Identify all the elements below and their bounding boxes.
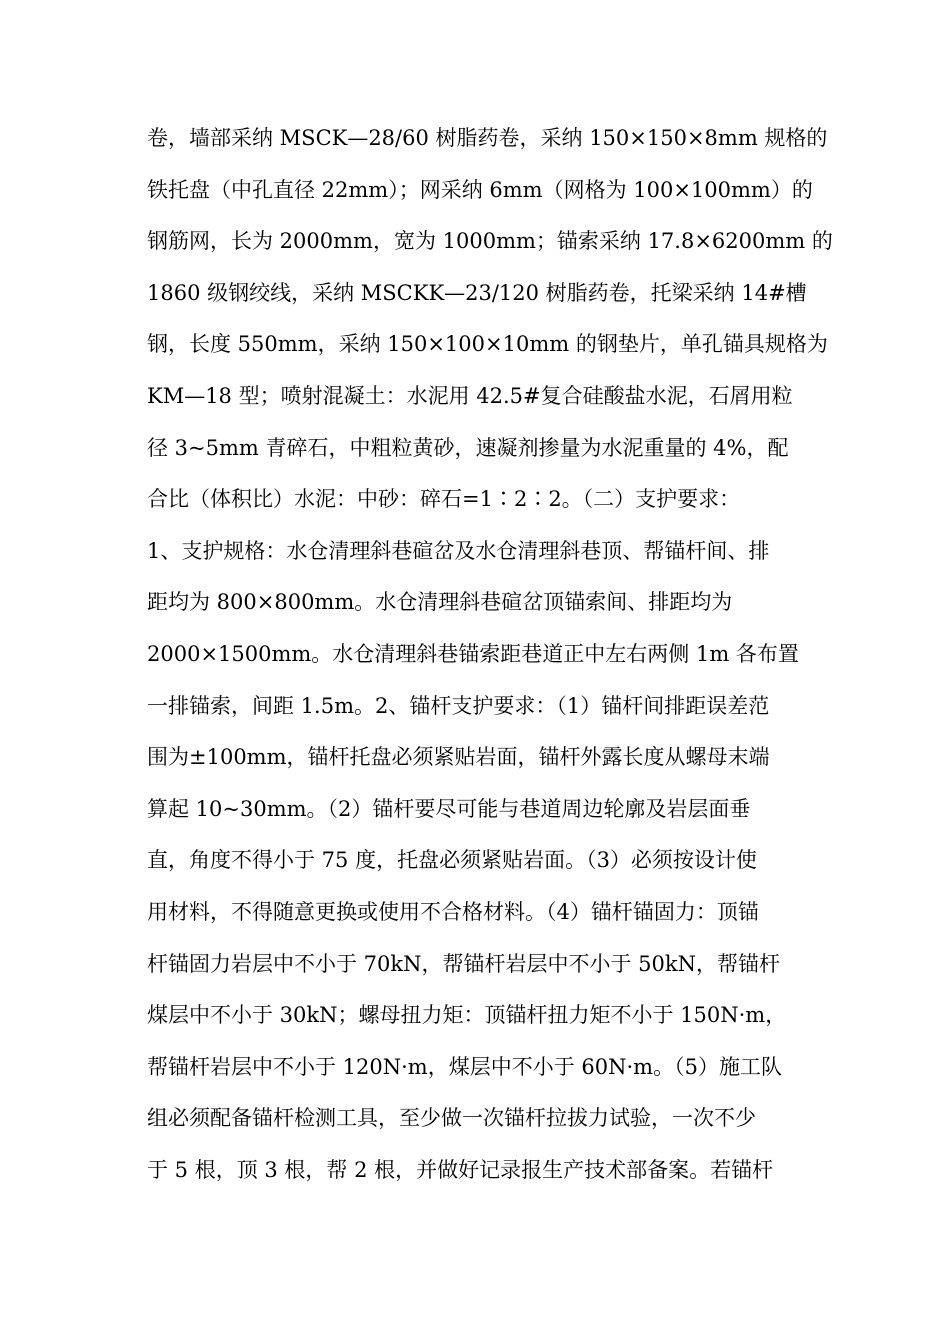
text-line: 1860 级钢绞线，采纳 MSCKK—23/120 树脂药卷，托梁采纳 14#槽 [147, 280, 807, 305]
text-line: 组必须配备锚杆检测工具，至少做一次锚杆拉拔力试验，一次不少 [147, 1106, 756, 1131]
text-line: 围为±100mm，锚杆托盘必须紧贴岩面，锚杆外露长度从螺母末端 [147, 745, 770, 770]
text-line: 用材料，不得随意更换或使用不合格材料。（4）锚杆锚固力：顶锚 [147, 899, 759, 924]
text-line: KM—18 型；喷射混凝土：水泥用 42.5#复合硅酸盐水泥，石屑用粒 [147, 383, 793, 408]
text-line: 距均为 800×800mm。水仓清理斜巷碹岔顶锚索间、排距均为 [147, 590, 733, 615]
text-line: 于 5 根，顶 3 根，帮 2 根，并做好记录报生产技术部备案。若锚杆 [147, 1157, 774, 1182]
text-line: 2000×1500mm。水仓清理斜巷锚索距巷道正中左右两侧 1m 各布置 [147, 641, 799, 666]
text-line: 卷，墙部采纳 MSCK—28/60 树脂药卷，采纳 150×150×8mm 规格的 [147, 126, 828, 150]
text-line: 1、支护规格：水仓清理斜巷碹岔及水仓清理斜巷顶、帮锚杆间、排 [147, 538, 770, 563]
text-line: 钢，长度 550mm，采纳 150×100×10mm 的钢垫片，单孔锚具规格为 [147, 332, 828, 357]
text-line: 径 3~5mm 青碎石，中粗粒黄砂，速凝剂掺量为水泥重量的 4%，配 [147, 435, 789, 460]
text-line: 算起 10~30mm。（2）锚杆要尽可能与巷道周边轮廓及岩层面垂 [147, 796, 751, 821]
text-line: 杆锚固力岩层中不小于 70kN，帮锚杆岩层中不小于 50kN，帮锚杆 [147, 951, 780, 976]
text-line: 钢筋网，长为 2000mm，宽为 1000mm；锚索采纳 17.8×6200mm 的 [147, 229, 833, 254]
text-line: 合比（体积比）水泥：中砂：碎石=1∶2∶2。（二）支护要求： [147, 487, 741, 512]
body-text [147, 113, 833, 1196]
text-line: 铁托盘（中孔直径 22mm）；网采纳 6mm（网格为 100×100mm）的 [147, 177, 813, 202]
text-line: 帮锚杆岩层中不小于 120N·m，煤层中不小于 60N·m。（5）施工队 [147, 1054, 782, 1079]
text-line: 直，角度不得小于 75 度，托盘必须紧贴岩面。（3）必须按设计使 [147, 848, 757, 873]
text-line: 煤层中不小于 30kN；螺母扭力矩：顶锚杆扭力矩不小于 150N·m， [147, 1003, 787, 1028]
text-line: 一排锚索，间距 1.5m。2、锚杆支护要求：（1）锚杆间排距误差范 [147, 693, 770, 718]
